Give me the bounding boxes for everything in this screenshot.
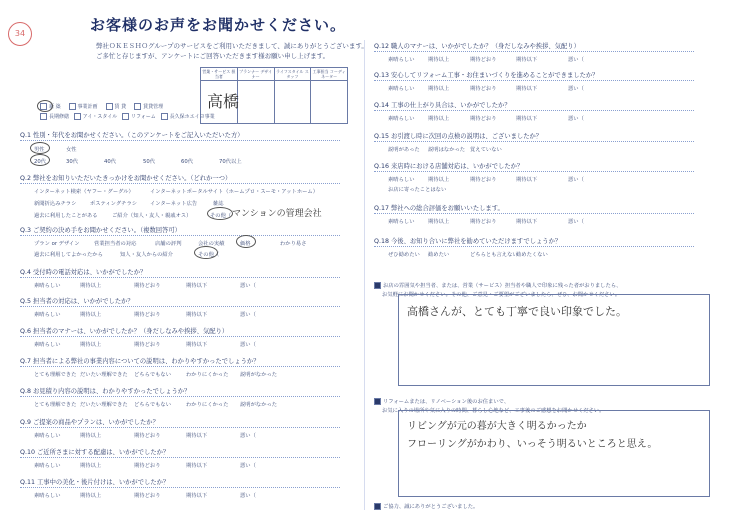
rating-q1-label: Q.5 担当者の対応は、いかがでしたか？ <box>20 298 134 305</box>
right-q1-option[interactable]: 期待以下 <box>516 86 538 92</box>
free2-handwritten-2: フローリングがかわり、いっそう明るいところと思え。 <box>407 439 658 450</box>
q3-opt-clarity[interactable]: わかり易さ <box>280 241 307 247</box>
rating-q1-rule <box>20 306 340 307</box>
q3-opt-sales[interactable]: 営業担当者の対応 <box>94 241 137 247</box>
rating-q4-label: Q.8 お見積り内容の説明は、わかりやすかったでしょうか？ <box>20 388 191 395</box>
q2-opt-internet-search[interactable]: インターネット検索（ヤフー・グーグル） <box>34 189 134 195</box>
right-q4-option[interactable]: 素晴らしい <box>388 177 415 183</box>
stamp-number: 34 <box>8 22 32 46</box>
staff-header-sales: 営業・サービス 担当者 <box>201 68 238 80</box>
rating-q1-option[interactable]: 期待以下 <box>186 312 208 318</box>
category-checkbox[interactable] <box>106 103 113 110</box>
right-q0-option[interactable]: 期待以上 <box>428 57 450 63</box>
handwritten-staff-name: 高橋 <box>207 92 240 111</box>
right-q4-rule <box>374 171 694 172</box>
right-q5-option[interactable]: 期待以下 <box>516 219 538 225</box>
free2-label: リフォームまたは、リノベーション後のお住まいで、 <box>374 397 509 405</box>
right-q0-label: Q.12 職人のマナーは、いかがでしたか？（身だしなみや挨拶、気配り） <box>374 43 580 50</box>
staff-header-planner: プランナー デザイナー <box>238 68 275 80</box>
q3-label: Q.3 ご契約の決め手をお聞かせください。（複数回答可） <box>20 227 181 234</box>
right-q4-label: Q.16 来店時における店舗対応は、いかがでしたか？ <box>374 163 524 170</box>
rating-q4-option[interactable]: だいたい理解できた <box>80 402 128 408</box>
free2-textbox[interactable] <box>398 410 710 497</box>
category-circle-mark <box>37 100 53 112</box>
free1-textbox[interactable] <box>398 294 710 386</box>
rating-q3-option[interactable]: どちらでもない <box>134 372 172 378</box>
column-divider <box>364 40 365 510</box>
right-q5-option[interactable]: 期待以上 <box>428 219 450 225</box>
rating-q1-option[interactable]: 素晴らしい <box>34 312 61 318</box>
rating-q4-option[interactable]: とても理解できた <box>34 402 77 408</box>
rating-q0-rule <box>20 277 340 278</box>
rating-q7-option[interactable]: 悪い（ <box>240 493 256 499</box>
right-q3-option[interactable]: 説明はなかった <box>428 147 466 153</box>
right-q6-option[interactable]: 勧めたくない <box>516 252 548 258</box>
q3-opt-past-use[interactable]: 過去に利用してよかったから <box>34 252 103 258</box>
rating-q2-option[interactable]: 期待どおり <box>134 342 161 348</box>
rating-q4-option[interactable]: 説明がなかった <box>240 402 278 408</box>
category-checkbox[interactable] <box>40 113 47 120</box>
square-bullet-icon <box>374 282 381 289</box>
right-q5-option[interactable]: 素晴らしい <box>388 219 415 225</box>
q2-opt-repeat[interactable]: 過去に利用したことがある <box>34 213 98 219</box>
rating-q1-option[interactable]: 期待どおり <box>134 312 161 318</box>
right-q0-option[interactable]: 素晴らしい <box>388 57 415 63</box>
q3-opt-plan[interactable]: プラン or デザイン <box>34 241 80 247</box>
q1-age-50[interactable]: 50代 <box>143 159 156 165</box>
right-q2-option[interactable]: 期待どおり <box>470 116 497 122</box>
rating-q6-label: Q.10 ご近所さまに対する配慮は、いかがでしたか？ <box>20 449 170 456</box>
rating-q6-option[interactable]: 期待以下 <box>186 463 208 469</box>
rating-q1-option[interactable]: 期待以上 <box>80 312 102 318</box>
right-q6-rule <box>374 246 694 247</box>
right-q1-label: Q.13 安心してリフォーム工事・お住まいづくりを進めることができましたか？ <box>374 72 599 79</box>
right-q1-option[interactable]: 期待以上 <box>428 86 450 92</box>
right-q3-option[interactable]: 覚えていない <box>470 147 502 153</box>
rating-q3-label: Q.7 担当者による弊社の事業内容についての説明は、わかりやすかったでしょうか？ <box>20 358 260 365</box>
q3-opt-reputation[interactable]: 店舗の評判 <box>155 241 182 247</box>
rating-q5-option[interactable]: 期待以上 <box>80 433 102 439</box>
free1-label-2: お気軽にお聞かせください。その他、ご意見・ご要望がございましたら、ぜひ、お聞かせください。 <box>382 292 621 298</box>
right-q4-option[interactable]: 期待以下 <box>516 177 538 183</box>
q1-label: Q.1 性別・年代をお聞かせください。（このアンケートをご記入いただいた方） <box>20 132 244 139</box>
rating-q0-option[interactable]: 悪い（ <box>240 283 256 289</box>
q2-label: Q.2 弊社をお知りいただいたきっかけをお聞かせください。（どれか一つ） <box>20 175 232 182</box>
square-bullet-icon <box>374 398 381 405</box>
right-q6-option[interactable]: どちらとも言えない <box>470 252 518 258</box>
rating-q3-option[interactable]: だいたい理解できた <box>80 372 128 378</box>
rating-q6-option[interactable]: 期待どおり <box>134 463 161 469</box>
rating-q7-label: Q.11 工事中の美化・後片付けは、いかがでしたか？ <box>20 479 170 486</box>
right-q4-option[interactable]: 悪い（ <box>568 177 584 183</box>
right-q1-option[interactable]: 素晴らしい <box>388 86 415 92</box>
right-q0-option[interactable]: 悪い（ <box>568 57 584 63</box>
q1-age-30[interactable]: 30代 <box>66 159 79 165</box>
q2-opt-newspaper[interactable]: 新聞折込みチラシ <box>34 201 77 207</box>
staff-cell-lifestyle[interactable] <box>275 81 312 123</box>
q3-opt-price[interactable]: 価格 <box>240 241 251 247</box>
rating-q0-option[interactable]: 期待以上 <box>80 283 102 289</box>
q1-age-circle <box>30 154 50 166</box>
q1-age-70[interactable]: 70代以上 <box>219 159 242 165</box>
category-checkbox[interactable] <box>69 103 76 110</box>
right-q2-option[interactable]: 期待以下 <box>516 116 538 122</box>
rating-q3-option[interactable]: 説明がなかった <box>240 372 278 378</box>
right-q3-option[interactable]: 説明があった <box>388 147 420 153</box>
rating-q5-option[interactable]: 期待どおり <box>134 433 161 439</box>
right-q1-rule <box>374 80 694 81</box>
rating-q2-rule <box>20 336 340 337</box>
right-q5-label: Q.17 弊社への総合評価をお願いいたします。 <box>374 205 504 212</box>
q3-opt-intro[interactable]: 知人・友人からの紹介 <box>120 252 173 258</box>
rating-q7-option[interactable]: 素晴らしい <box>34 493 61 499</box>
rating-q2-option[interactable]: 悪い（ <box>240 342 256 348</box>
q1-age-20[interactable]: 20代 <box>34 159 47 165</box>
rating-q3-rule <box>20 366 340 367</box>
q1-rule <box>20 140 340 141</box>
free1-handwritten: 高橋さんが、とても丁寧で良い印象でした。 <box>407 305 627 318</box>
rating-q3-option[interactable]: とても理解できた <box>34 372 77 378</box>
q2-opt-portal[interactable]: インターネットポータルサイト（ホームプロ・スーモ・アットホーム） <box>150 189 319 195</box>
q2-opt-magazine[interactable]: 雑誌 <box>213 201 224 207</box>
free2-label-2: お気に入りの場所や気に入りの時間、暮らし心地など、工事後のご感想をお聞かせください。 <box>382 408 605 414</box>
right-q2-option[interactable]: 素晴らしい <box>388 116 415 122</box>
rating-q0-option[interactable]: 期待どおり <box>134 283 161 289</box>
category-checkbox[interactable] <box>122 113 129 120</box>
q2-rule <box>20 183 340 184</box>
free2-handwritten-1: リビングが元の暮が大きく明るかったか <box>407 421 587 432</box>
right-q5-option[interactable]: 期待どおり <box>470 219 497 225</box>
rating-q7-option[interactable]: 期待どおり <box>134 493 161 499</box>
right-q2-option[interactable]: 悪い（ <box>568 116 584 122</box>
right-q1-option[interactable]: 悪い（ <box>568 86 584 92</box>
rating-q4-option[interactable]: わかりにくかった <box>186 402 229 408</box>
right-q6-option[interactable]: 勧めたい <box>428 252 450 258</box>
rating-q7-rule <box>20 487 340 488</box>
q1-age-40[interactable]: 40代 <box>104 159 117 165</box>
q1-age-60[interactable]: 60代 <box>181 159 194 165</box>
right-q5-option[interactable]: 悪い（ <box>568 219 584 225</box>
q1-gender-circle <box>30 142 50 154</box>
rating-q5-rule <box>20 427 340 428</box>
q2-opt-posting[interactable]: ポスティングチラシ <box>90 201 138 207</box>
category-row-1: 新 築 事業計画 賃 貸 賃貸管理 <box>40 103 163 110</box>
category-checkbox[interactable] <box>74 113 81 120</box>
staff-header-coordinator: 工事担当 コーディネーター <box>312 69 346 79</box>
page-title: お客様のお声をお聞かせください。 <box>90 16 347 34</box>
rating-q5-option[interactable]: 期待以下 <box>186 433 208 439</box>
right-q2-label: Q.14 工事の仕上がり具合は、いかがでしたか？ <box>374 102 511 109</box>
right-q1-option[interactable]: 期待どおり <box>470 86 497 92</box>
rating-q4-option[interactable]: どちらでもない <box>134 402 172 408</box>
rating-q7-option[interactable]: 期待以下 <box>186 493 208 499</box>
rating-q2-option[interactable]: 期待以上 <box>80 342 102 348</box>
rating-q2-option[interactable]: 期待以下 <box>186 342 208 348</box>
q3-rule <box>20 235 340 236</box>
q3-opt-other[interactable]: その他（ <box>198 252 220 258</box>
footer-thanks: ご協力、誠にありがとうございました。 <box>374 502 478 510</box>
rating-q2-option[interactable]: 素晴らしい <box>34 342 61 348</box>
right-q0-rule <box>374 51 694 52</box>
staff-header-lifestyle: ライフスタイル スタッフ <box>275 68 312 80</box>
right-q0-option[interactable]: 期待以下 <box>516 57 538 63</box>
free1-label: お店の雰囲気や担当者、または、営業（サービス）担当者や職人で印象に残った者がおりましたら、 <box>374 281 621 289</box>
staff-cell-planner[interactable] <box>238 81 275 123</box>
rating-q6-option[interactable]: 期待以上 <box>80 463 102 469</box>
right-q6-label: Q.18 今後、お知り合いに弊社を勧めていただけますでしょうか？ <box>374 238 562 245</box>
right-q3-label: Q.15 お引渡し時に次回の点検の説明は、ございましたか？ <box>374 133 543 140</box>
q1-gender-male[interactable]: 男性 <box>34 147 45 153</box>
category-checkbox[interactable] <box>161 113 168 120</box>
right-q4-option[interactable]: 期待以上 <box>428 177 450 183</box>
right-q4-option[interactable]: 期待どおり <box>470 177 497 183</box>
intro-line-2: ご多忙と存じますが、アンケートにご回答いただきます様お願い申し上げます。 <box>96 52 330 60</box>
q3-price-circle <box>236 235 256 248</box>
category-row-2: 長期修繕 アイ・スタイル リフォーム 長久保ホエイヨ事業 <box>40 113 215 120</box>
rating-q0-option[interactable]: 素晴らしい <box>34 283 61 289</box>
rating-q1-option[interactable]: 悪い（ <box>240 312 256 318</box>
right-q5-rule <box>374 213 694 214</box>
rating-q6-option[interactable]: 素晴らしい <box>34 463 61 469</box>
q2-opt-web-ad[interactable]: インターネット広告 <box>150 201 198 207</box>
q3-opt-record[interactable]: 会社の実績 <box>198 241 225 247</box>
rating-q6-option[interactable]: 悪い（ <box>240 463 256 469</box>
q3-other-circle <box>194 246 218 259</box>
rating-q6-rule <box>20 457 340 458</box>
square-bullet-icon <box>374 503 381 510</box>
rating-q5-option[interactable]: 素晴らしい <box>34 433 61 439</box>
rating-q5-label: Q.9 ご提案の商品やプランは、いかがでしたか？ <box>20 419 159 426</box>
right-q3-rule <box>374 141 694 142</box>
rating-q0-label: Q.4 受付時の電話対応は、いかがでしたか？ <box>20 269 147 276</box>
q1-gender-female[interactable]: 女性 <box>66 147 77 153</box>
category-checkbox[interactable] <box>134 103 141 110</box>
right-q6-option[interactable]: ぜひ勧めたい <box>388 252 420 258</box>
q2-opt-other[interactable]: その他（ <box>210 213 232 219</box>
rating-q7-option[interactable]: 期待以上 <box>80 493 102 499</box>
intro-line-1: 弊社ＯＫＥＳＨＯグループのサービスをご利用いただきまして、誠にありがとうございます。 <box>96 42 368 50</box>
rating-q3-option[interactable]: わかりにくかった <box>186 372 229 378</box>
rating-q5-option[interactable]: 悪い（ <box>240 433 256 439</box>
right-q0-option[interactable]: 期待どおり <box>470 57 497 63</box>
right-q2-rule <box>374 110 694 111</box>
q2-handwritten-other: マンションの管理会社 <box>232 209 322 219</box>
staff-cell-coordinator[interactable] <box>311 81 347 123</box>
rating-q4-rule <box>20 396 340 397</box>
staff-name-table <box>200 67 348 124</box>
rating-q2-label: Q.6 担当者のマナーは、いかがでしたか？（身だしなみや挨拶、気配り） <box>20 328 229 335</box>
right-q2-option[interactable]: 期待以上 <box>428 116 450 122</box>
q2-other-circle <box>207 207 233 220</box>
right-q4-extra-option[interactable]: お店に寄ったことはない <box>388 187 447 193</box>
rating-q0-option[interactable]: 期待以下 <box>186 283 208 289</box>
q2-opt-referral[interactable]: ご紹介（知人・友人・親戚オス） <box>112 213 192 219</box>
